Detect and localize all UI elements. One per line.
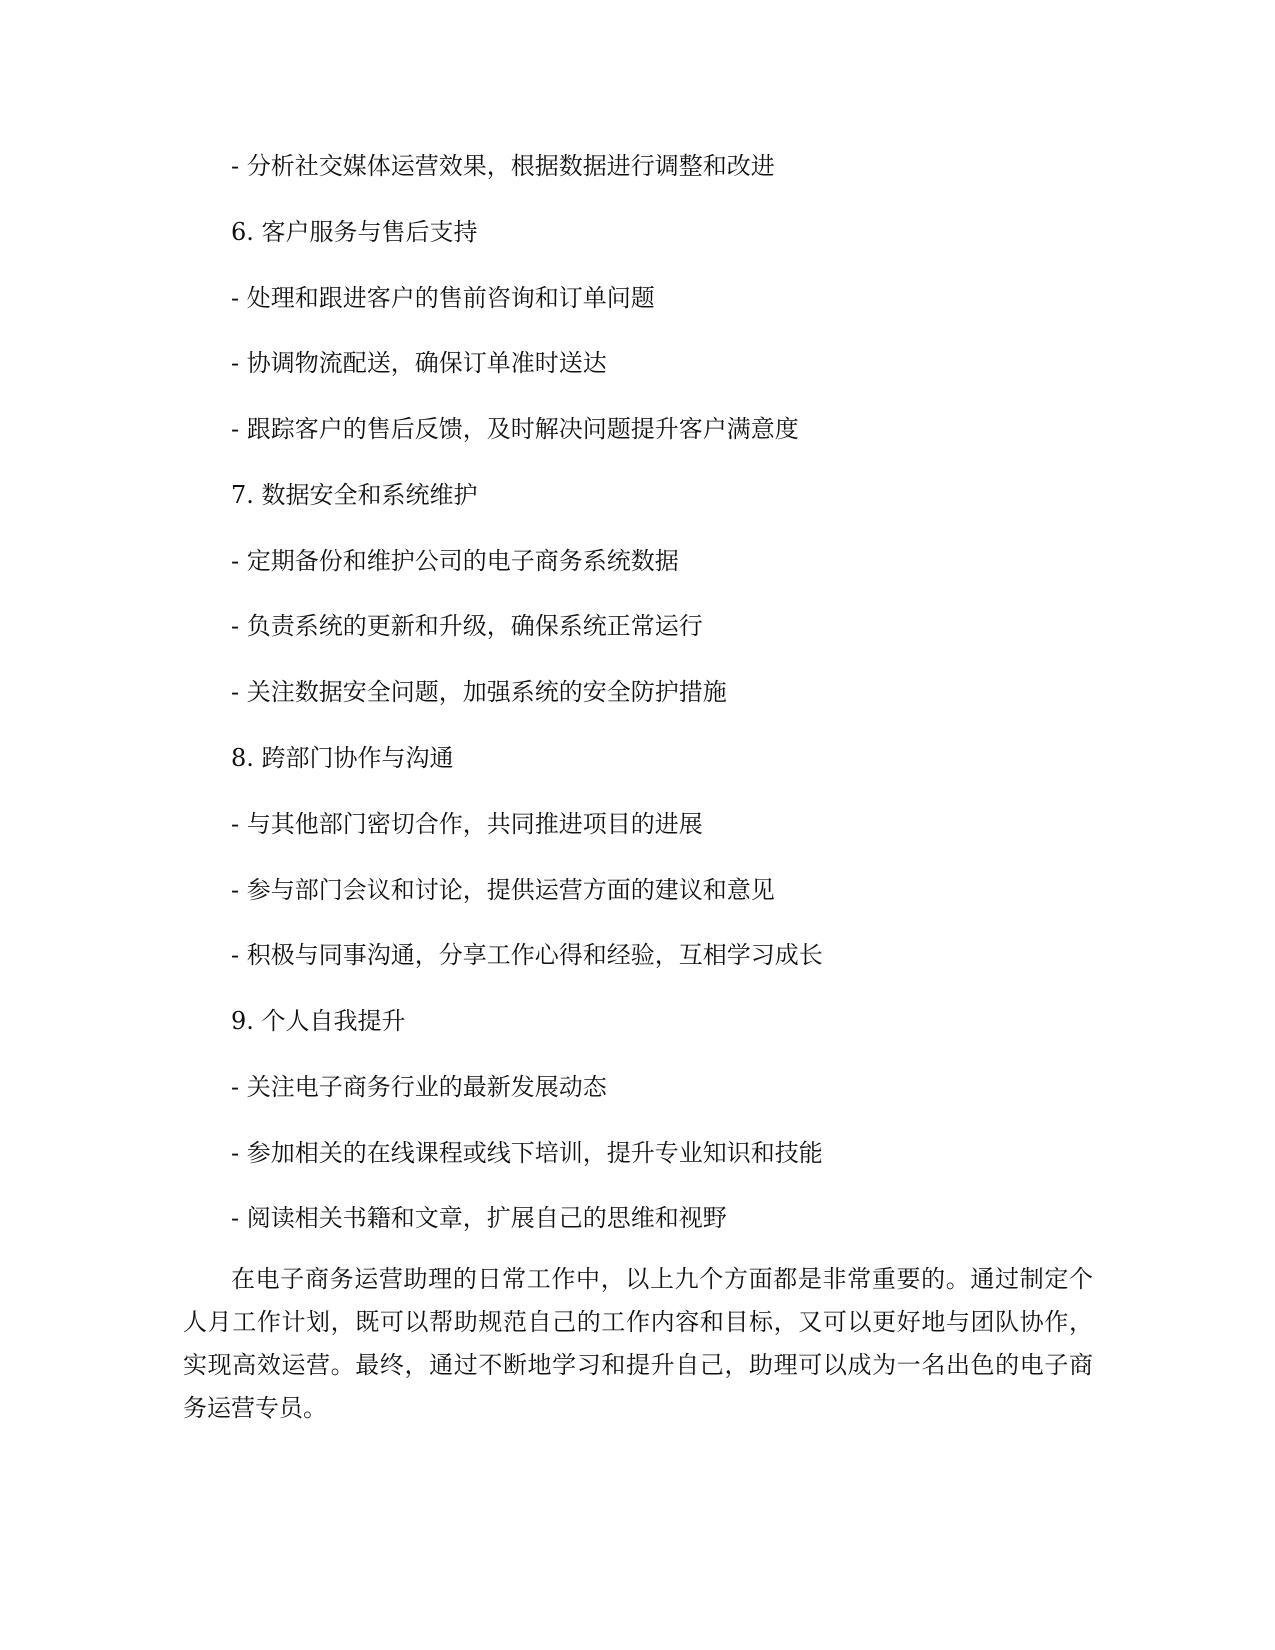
bullet-item: - 关注数据安全问题，加强系统的安全防护措施	[231, 678, 727, 706]
bullet-item: - 阅读相关书籍和文章，扩展自己的思维和视野	[231, 1204, 727, 1232]
bullet-item: - 分析社交媒体运营效果，根据数据进行调整和改进	[231, 152, 775, 180]
bullet-item: - 协调物流配送，确保订单准时送达	[231, 349, 607, 377]
bullet-item: - 积极与同事沟通，分享工作心得和经验，互相学习成长	[231, 941, 823, 969]
bullet-item: - 参与部门会议和讨论，提供运营方面的建议和意见	[231, 876, 775, 904]
conclusion-paragraph: 在电子商务运营助理的日常工作中，以上九个方面都是非常重要的。通过制定个人月工作计划，既可以帮助规范自己的工作内容和目标，又可以更好地与团队协作，实现高效运营。最终，通过不断地学习和提升自己，助理可以成为一名出色的电子商务运营专员。	[183, 1265, 1093, 1422]
section-heading: 6. 客户服务与售后支持	[231, 218, 478, 246]
section-heading: 7. 数据安全和系统维护	[231, 481, 478, 509]
bullet-item: - 负责系统的更新和升级，确保系统正常运行	[231, 612, 703, 640]
bullet-item: - 跟踪客户的售后反馈，及时解决问题提升客户满意度	[231, 415, 799, 443]
bullet-item: - 与其他部门密切合作，共同推进项目的进展	[231, 810, 703, 838]
section-heading: 8. 跨部门协作与沟通	[231, 744, 454, 772]
bullet-item: - 处理和跟进客户的售前咨询和订单问题	[231, 284, 655, 312]
section-heading: 9. 个人自我提升	[231, 1007, 406, 1035]
bullet-item: - 参加相关的在线课程或线下培训，提升专业知识和技能	[231, 1139, 823, 1167]
bullet-item: - 关注电子商务行业的最新发展动态	[231, 1073, 607, 1101]
bullet-item: - 定期备份和维护公司的电子商务系统数据	[231, 547, 679, 575]
